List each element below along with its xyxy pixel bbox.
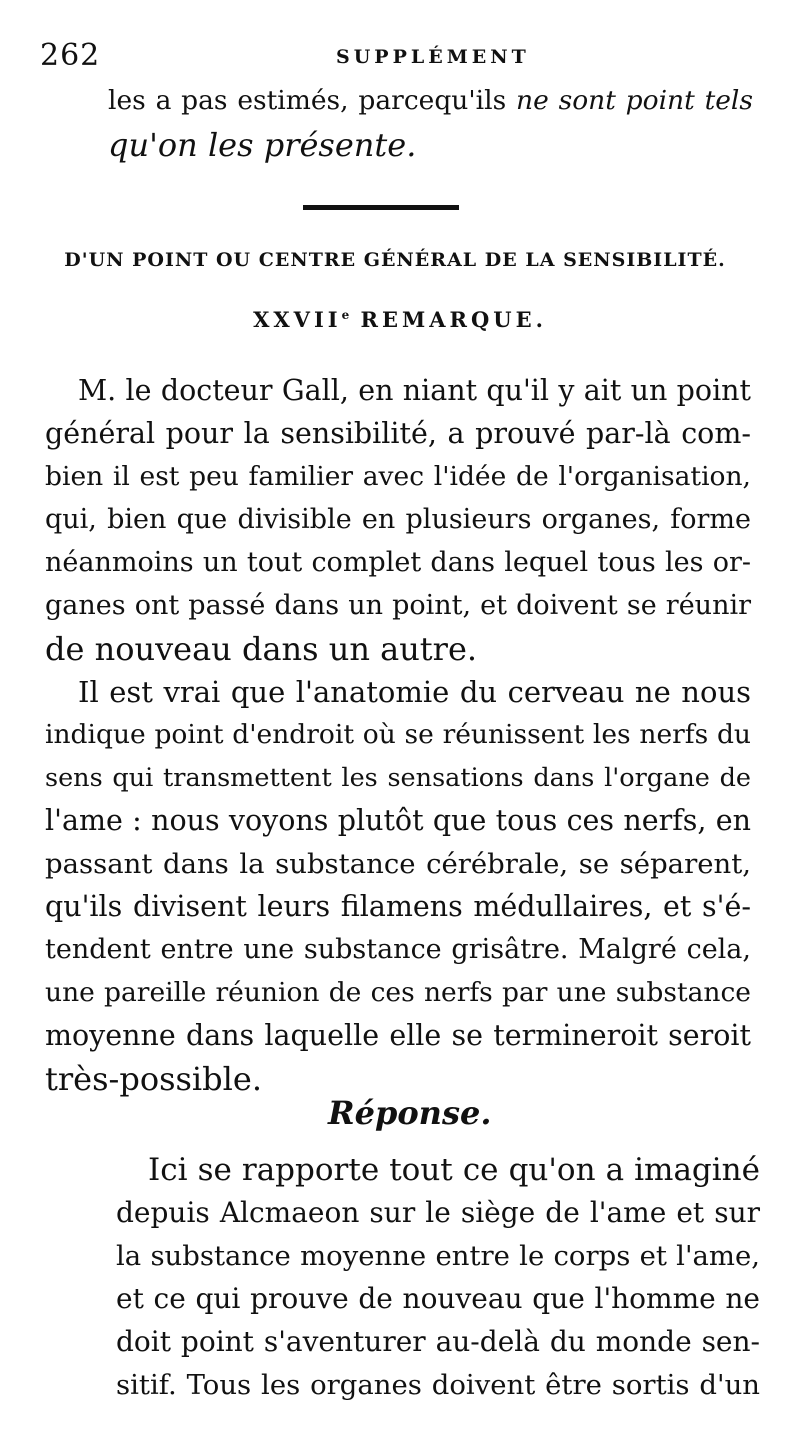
text-line: général pour la sensibilité, a prouvé par-là com-: [45, 417, 751, 450]
text-line: tendent entre une substance grisâtre. Malgré cela,: [45, 934, 751, 965]
text-line: doit point s'aventurer au-delà du monde sen-: [116, 1325, 760, 1358]
intro-line: qu'on les présente.: [108, 126, 417, 164]
text-line: néanmoins un tout complet dans lequel tous les or-: [45, 547, 751, 578]
remark-numeral: XXVII: [253, 307, 342, 332]
text-line: sens qui transmettent les sensations dans l'organe de: [45, 763, 751, 793]
intro-italic: ne sont point tels: [516, 85, 753, 116]
text-line: sitif. Tous les organes doivent être sortis d'un: [116, 1369, 760, 1401]
text-line: depuis Alcmaeon sur le siège de l'ame et sur: [116, 1196, 760, 1229]
page-number: 262: [40, 38, 101, 73]
section-divider: [303, 205, 459, 210]
intro-roman: les a pas estimés, parcequ'ils: [108, 85, 517, 116]
text-line: Ici se rapporte tout ce qu'on a imaginé: [148, 1152, 760, 1188]
remark-heading: [0, 307, 800, 332]
remark-superscript: e: [341, 308, 350, 322]
text-line: M. le docteur Gall, en niant qu'il y ait un point: [78, 374, 751, 407]
text-line: la substance moyenne entre le corps et l'ame,: [116, 1240, 760, 1272]
text-line: de nouveau dans un autre.: [45, 630, 478, 668]
intro-line: [108, 81, 753, 121]
remark-label: REMARQUE.: [360, 307, 547, 332]
text-line: ganes ont passé dans un point, et doivent se réunir: [45, 590, 751, 621]
text-line: Il est vrai que l'anatomie du cerveau ne nous: [78, 675, 751, 709]
running-title: SUPPLÉMENT: [336, 46, 530, 68]
text-line: et ce qui prouve de nouveau que l'homme ne: [116, 1282, 760, 1315]
text-line: l'ame : nous voyons plutôt que tous ces nerfs, en: [45, 804, 751, 837]
section-title: D'UN POINT OU CENTRE GÉNÉRAL DE LA SENSIBILITÉ.: [64, 249, 726, 271]
response-heading: Réponse.: [328, 1094, 492, 1132]
text-line: qui, bien que divisible en plusieurs organes, forme: [45, 504, 751, 535]
text-line: moyenne dans laquelle elle se termineroit seroit: [45, 1019, 751, 1052]
text-line: bien il est peu familier avec l'idée de l'organisation,: [45, 461, 751, 492]
text-line: très-possible.: [45, 1060, 262, 1098]
text-line: qu'ils divisent leurs filamens médullaires, et s'é-: [45, 890, 751, 923]
text-line: passant dans la substance cérébrale, se séparent,: [45, 848, 751, 880]
text-line: indique point d'endroit où se réunissent les nerfs du: [45, 719, 751, 750]
text-line: une pareille réunion de ces nerfs par une substance: [45, 977, 751, 1008]
page-header: [40, 38, 760, 78]
